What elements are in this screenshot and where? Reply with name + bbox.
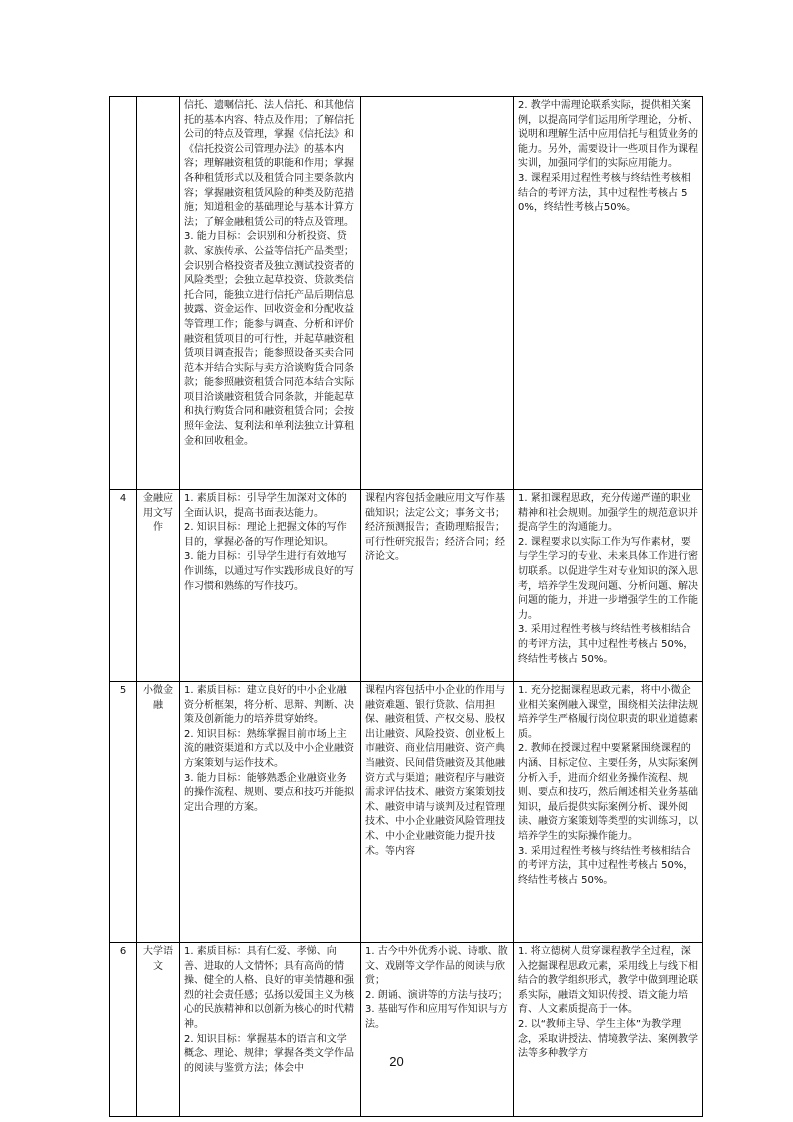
page-number: 20 xyxy=(389,1054,404,1069)
teaching-requirements: 1. 紧扣课程思政，充分传递严谨的职业精神和社会规则。加强学生的规范意识并提高学生的沟通能力。 2. 课程要求以实际工作为写作素材，要与学生学习的专业、未来具体工作进行密切联系。以促进学生对专业知识的深入思考，培养学生发现问题、分析问题、解决问题的能力，并进一步增强学生的工作能力。 3. 采用过程性考核与终结性考核相结合的考评方法，其中过程性考核占 50%，终结性考核占 50%。 xyxy=(514,490,703,682)
course-goals: 信托、遗嘱信托、法人信托、和其他信托的基本内容、特点及作用；了解信托公司的特点及管理，掌握《信托法》和《信托投资公司管理办法》的基本内容；理解融资租赁的职能和作用；掌握各种租赁形式以及租赁合同主要条款内容；掌握融资租赁风险的种类及防范措施；知道租金的基础理论与基本计算方法；了解金融租赁公司的特点及管理。 3. 能力目标：会识别和分析投资、贷款、家族传承、公益等信托产品类型；会识别合格投资者及独立测试投资者的风险类型；会独立起草投资、贷款类信托合同，能独立进行信托产品后期信息披露、资金运作、回收资金和分配收益等管理工作；能参与调查、分析和评价融资租赁项目的可行性，并起草融资租赁项目调查报告；能参照设备买卖合同范本并结合实际与卖方洽谈购货合同条款；能参照融资租赁合同范本结合实际项目洽谈融资租赁合同条款，并能起草和执行购货合同和融资租赁合同；会按照年金法、复利法和单利法独立计算租金和回收租金。 xyxy=(180,97,361,490)
course-name xyxy=(137,97,180,490)
table-row xyxy=(110,97,703,490)
table-row xyxy=(110,682,703,943)
course-content xyxy=(361,97,514,490)
course-number: 5 xyxy=(110,682,137,943)
course-name: 小微金融 xyxy=(137,682,180,943)
table-row xyxy=(110,943,703,1117)
course-table xyxy=(109,96,703,1117)
teaching-requirements: 1. 充分挖掘课程思政元素，将中小微企业相关案例融入课堂，围绕相关法律法规培养学生严格履行岗位职责的职业道德素质。 2. 教师在授课过程中要紧紧围绕课程的内涵、目标定位、主要任务，从实际案例分析入手，进而介绍业务操作流程、规则、要点和技巧，然后阐述相关业务基础知识，最后提供实际案例分析、课外阅读、融资方案策划等类型的实训练习，以培养学生的实际操作能力。 3. 采用过程性考核与终结性考核相结合的考评方法，其中过程性考核占 50%，终结性考核占 50%。 xyxy=(514,682,703,943)
course-name: 金融应用文写作 xyxy=(137,490,180,682)
course-name: 大学语文 xyxy=(137,943,180,1117)
teaching-requirements: 1. 将立德树人贯穿课程教学全过程，深入挖掘课程思政元素，采用线上与线下相结合的教学组织形式，教学中做到理论联系实际，融语文知识传授、语文能力培育、人文素质提高于一体。 2. 以“教师主导、学生主体”为教学理念，采取讲授法、情境教学法、案例教学法等多种教学方 xyxy=(514,943,703,1117)
course-content: 1. 古今中外优秀小说、诗歌、散文、戏剧等文学作品的阅读与欣赏； 2. 朗诵、演讲等的方法与技巧； 3. 基础写作和应用写作知识与方法。 xyxy=(361,943,514,1117)
table-row xyxy=(110,490,703,682)
course-goals: 1. 素质目标：引导学生加深对文体的全面认识，提高书面表达能力。 2. 知识目标：理论上把握文体的写作目的，掌握必备的写作理论知识。 3. 能力目标：引导学生进行有效地写作训练，以通过写作实践形成良好的写作习惯和熟练的写作技巧。 xyxy=(180,490,361,682)
course-number xyxy=(110,97,137,490)
teaching-requirements: 2. 教学中需理论联系实际，提供相关案例，以提高同学们运用所学理论，分析、说明和理解生活中应用信托与租赁业务的能力。另外，需要设计一些项目作为课程实训，加强同学们的实际应用能力。 3. 课程采用过程性考核与终结性考核相结合的考评方法，其中过程性考核占 50%，终结性考核占50%。 xyxy=(514,97,703,490)
course-goals: 1. 素质目标：具有仁爱、孝悌、向善、进取的人文情怀；具有高尚的情操、健全的人格、良好的审美情趣和强烈的社会责任感；弘扬以爱国主义为核心的民族精神和以创新为核心的时代精神。 2. 知识目标：掌握基本的语言和文学概念、理论、规律；掌握各类文学作品的阅读与鉴赏方法；体会中 xyxy=(180,943,361,1117)
course-content: 课程内容包括中小企业的作用与融资难题、银行贷款、信用担保、融资租赁、产权交易、股权出让融资、风险投资、创业板上市融资、商业信用融资、资产典当融资、民间借贷融资及其他融资方式与渠道；融资程序与融资需求评估技术、融资方案策划技术、融资申请与谈判及过程管理技术、中小企业融资风险管理技术、中小企业融资能力提升技术。等内容 xyxy=(361,682,514,943)
course-content: 课程内容包括金融应用文写作基础知识；法定公文；事务文书；经济预测报告；查勘理赔报告；可行性研究报告；经济合同；经济论文。 xyxy=(361,490,514,682)
course-goals: 1. 素质目标：建立良好的中小企业融资分析框架，将分析、思辩、判断、决策及创新能力的培养贯穿始终。 2. 知识目标：熟练掌握目前市场上主流的融资渠道和方式以及中小企业融资方案策划与运作技术。 3. 能力目标：能够熟悉企业融资业务的操作流程、规则、要点和技巧并能拟定出合理的方案。 xyxy=(180,682,361,943)
course-number: 4 xyxy=(110,490,137,682)
course-number: 6 xyxy=(110,943,137,1117)
